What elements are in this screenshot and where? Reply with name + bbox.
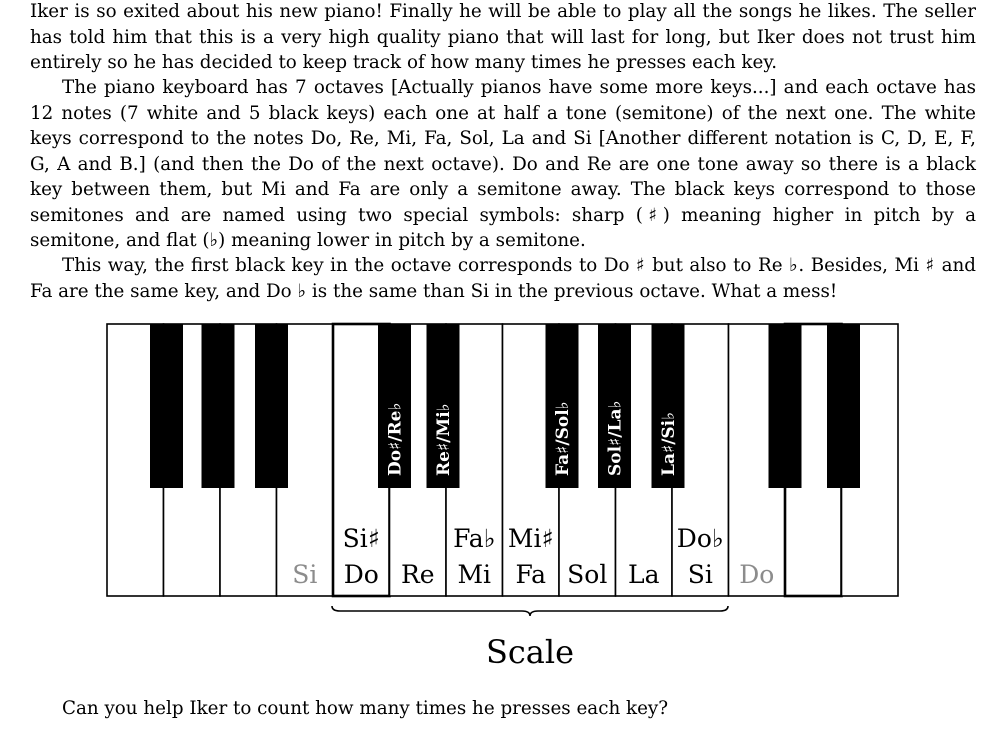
- white-key-label: La: [627, 560, 660, 589]
- white-key-label: Re: [400, 560, 435, 589]
- intro-paragraph: Iker is so exited about his new piano! Finally he will be able to play all the songs he likes. The seller has told him that this is a very high quality piano that will last for long, but Iker does not trust him entirely so he has decided to keep track of how many times he presses each key.: [30, 1, 976, 73]
- white-key-label: Sol: [567, 560, 608, 589]
- white-key-label: Si: [687, 560, 713, 589]
- black-key-label: Sol♯/La♭: [605, 400, 626, 476]
- white-key-alt-label: Fa♭: [453, 524, 496, 553]
- piano-keyboard-diagram: [106, 323, 898, 673]
- white-key-label: Mi: [457, 560, 492, 589]
- scale-label: Scale: [485, 633, 575, 671]
- white-key-label: Fa: [515, 560, 547, 589]
- black-key: [769, 324, 802, 488]
- white-key-alt-label: Do♭: [676, 524, 724, 553]
- question-text: Can you help Iker to count how many times he presses each key?: [62, 698, 669, 719]
- black-key: [255, 324, 288, 488]
- black-key-label: La♯/Si♭: [659, 411, 679, 476]
- white-key-alt-label: Si♯: [342, 524, 380, 553]
- scale-brace: [332, 606, 728, 616]
- enharmonic-paragraph: This way, the first black key in the octave corresponds to Do ♯ but also to Re ♭. Besides, Mi ♯ and Fa are the same key, and Do ♭ is the same than Si in the previous octave. What a mess!: [30, 255, 976, 302]
- black-key-label: Do♯/Re♭: [385, 402, 406, 476]
- keyboard-explanation-paragraph: The piano keyboard has 7 octaves [Actually pianos have some more keys...] and each octave has 12 notes (7 white and 5 black keys) each one at half a tone (semitone) of the next one. The white keys correspond to the notes Do, Re, Mi, Fa, Sol, La and Si [Another different notation is C, D, E, F, G, A and B.] (and then the Do of the next octave). Do and Re are one tone away so there is a black key between them, but Mi and Fa are only a semitone away. The black keys correspond to those semitones and are named using two special symbols: sharp (♯) meaning higher in pitch by a semitone, and flat (♭) meaning lower in pitch by a semitone.: [30, 77, 976, 251]
- black-key: [827, 324, 860, 488]
- white-key-label: Si: [292, 560, 318, 589]
- black-key: [150, 324, 183, 488]
- black-key-label: Fa♯/Sol♭: [553, 401, 573, 476]
- white-key-label: Do: [739, 560, 775, 589]
- white-key-label: Do: [343, 560, 379, 589]
- black-key: [202, 324, 235, 488]
- black-key-label: Re♯/Mi♭: [434, 403, 454, 476]
- white-key-alt-label: Mi♯: [507, 524, 554, 553]
